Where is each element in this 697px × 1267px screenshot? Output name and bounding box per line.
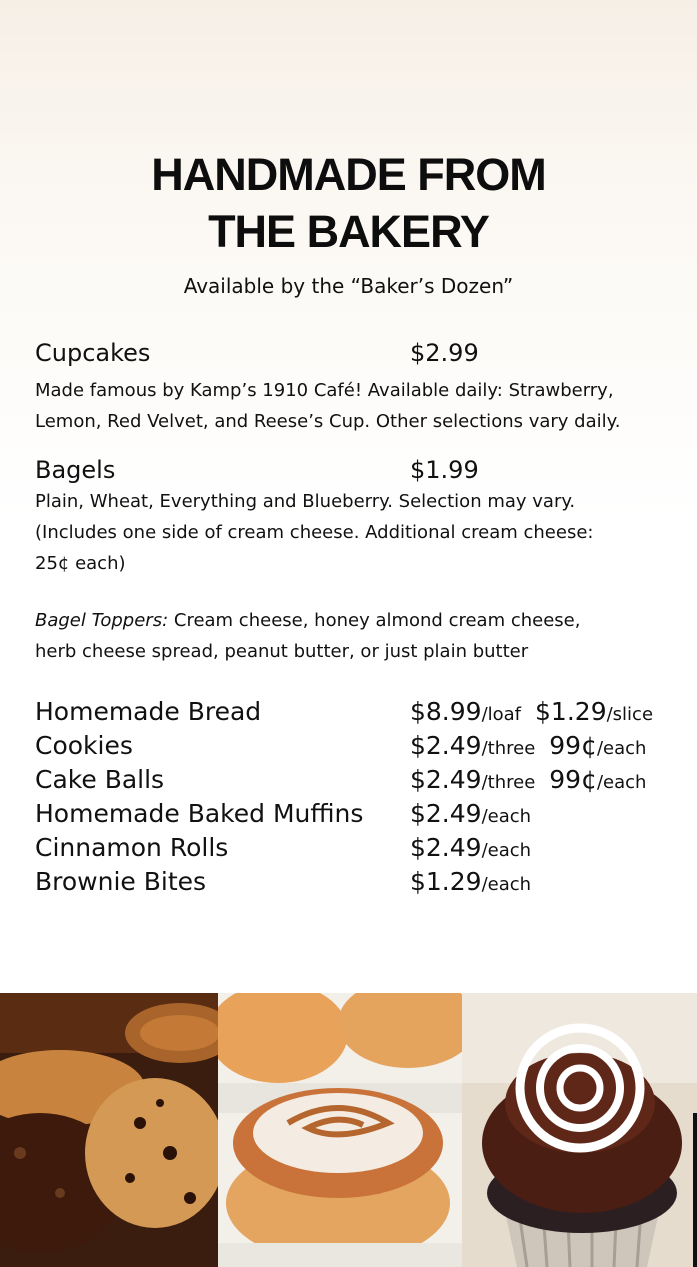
toppers-text-1: Cream cheese, honey almond cream cheese, (168, 610, 581, 631)
price-2: 99¢ (549, 765, 597, 794)
title-line-1: HANDMADE FROM (151, 149, 546, 200)
item-price (410, 833, 531, 862)
item-price (410, 867, 531, 896)
page-title (0, 146, 697, 260)
price: $8.99 (410, 697, 482, 726)
price: $2.49 (410, 833, 482, 862)
item-name: Brownie Bites (35, 867, 207, 896)
cupcakes-desc-line-1: Made famous by Kamp’s 1910 Café! Available daily: Strawberry, (35, 380, 614, 401)
bagels-desc-line-2: (Includes one side of cream cheese. Additional cream cheese: (35, 522, 594, 543)
cinnamon-roll-image (218, 993, 462, 1267)
toppers-line-2: herb cheese spread, peanut butter, or just plain butter (35, 641, 529, 662)
price-unit: /each (481, 874, 532, 895)
item-name: Cinnamon Rolls (35, 833, 229, 862)
price: $2.49 (410, 731, 482, 760)
item-name: Homemade Bread (35, 697, 262, 726)
price-unit: /three (481, 738, 536, 759)
item-name: Cake Balls (35, 765, 165, 794)
bagels-description (35, 486, 675, 579)
cupcake-photo (462, 993, 697, 1267)
price: $1.29 (410, 867, 482, 896)
cookies-image (0, 993, 218, 1267)
item-name: Homemade Baked Muffins (35, 799, 364, 828)
subtitle: Available by the “Baker’s Dozen” (183, 274, 514, 298)
cupcakes-price: $2.99 (410, 339, 479, 367)
bagels-desc-line-1: Plain, Wheat, Everything and Blueberry. Selection may vary. (35, 491, 576, 512)
item-name: Cookies (35, 731, 133, 760)
price-unit: /each (481, 806, 532, 827)
item-price (410, 765, 646, 794)
bagel-toppers (35, 605, 675, 667)
cinnamon-roll-photo (218, 993, 462, 1267)
cookies-photo (0, 993, 218, 1267)
toppers-label: Bagel Toppers: (35, 610, 169, 631)
price: $2.49 (410, 765, 482, 794)
price-unit-2: /each (596, 772, 647, 793)
price-2: 99¢ (549, 731, 597, 760)
cupcakes-description (35, 375, 675, 437)
cupcakes-desc-line-2: Lemon, Red Velvet, and Reese’s Cup. Other selections vary daily. (35, 411, 621, 432)
title-line-2: THE BAKERY (208, 206, 489, 257)
price-unit: /three (481, 772, 536, 793)
bagels-price: $1.99 (410, 456, 479, 484)
price-2: $1.29 (535, 697, 607, 726)
price: $2.49 (410, 799, 482, 828)
bagels-desc-line-3: 25¢ each) (35, 553, 126, 574)
price-unit-2: /each (596, 738, 647, 759)
toppers-line-1 (35, 605, 675, 636)
price-unit: /each (481, 840, 532, 861)
bagels-name: Bagels (35, 456, 116, 484)
price-unit: /loaf (481, 704, 522, 725)
cupcake-image (462, 993, 697, 1267)
item-price (410, 731, 646, 760)
price-unit-2: /slice (606, 704, 654, 725)
item-price (410, 697, 653, 726)
cupcakes-name: Cupcakes (35, 339, 151, 367)
item-price (410, 799, 531, 828)
